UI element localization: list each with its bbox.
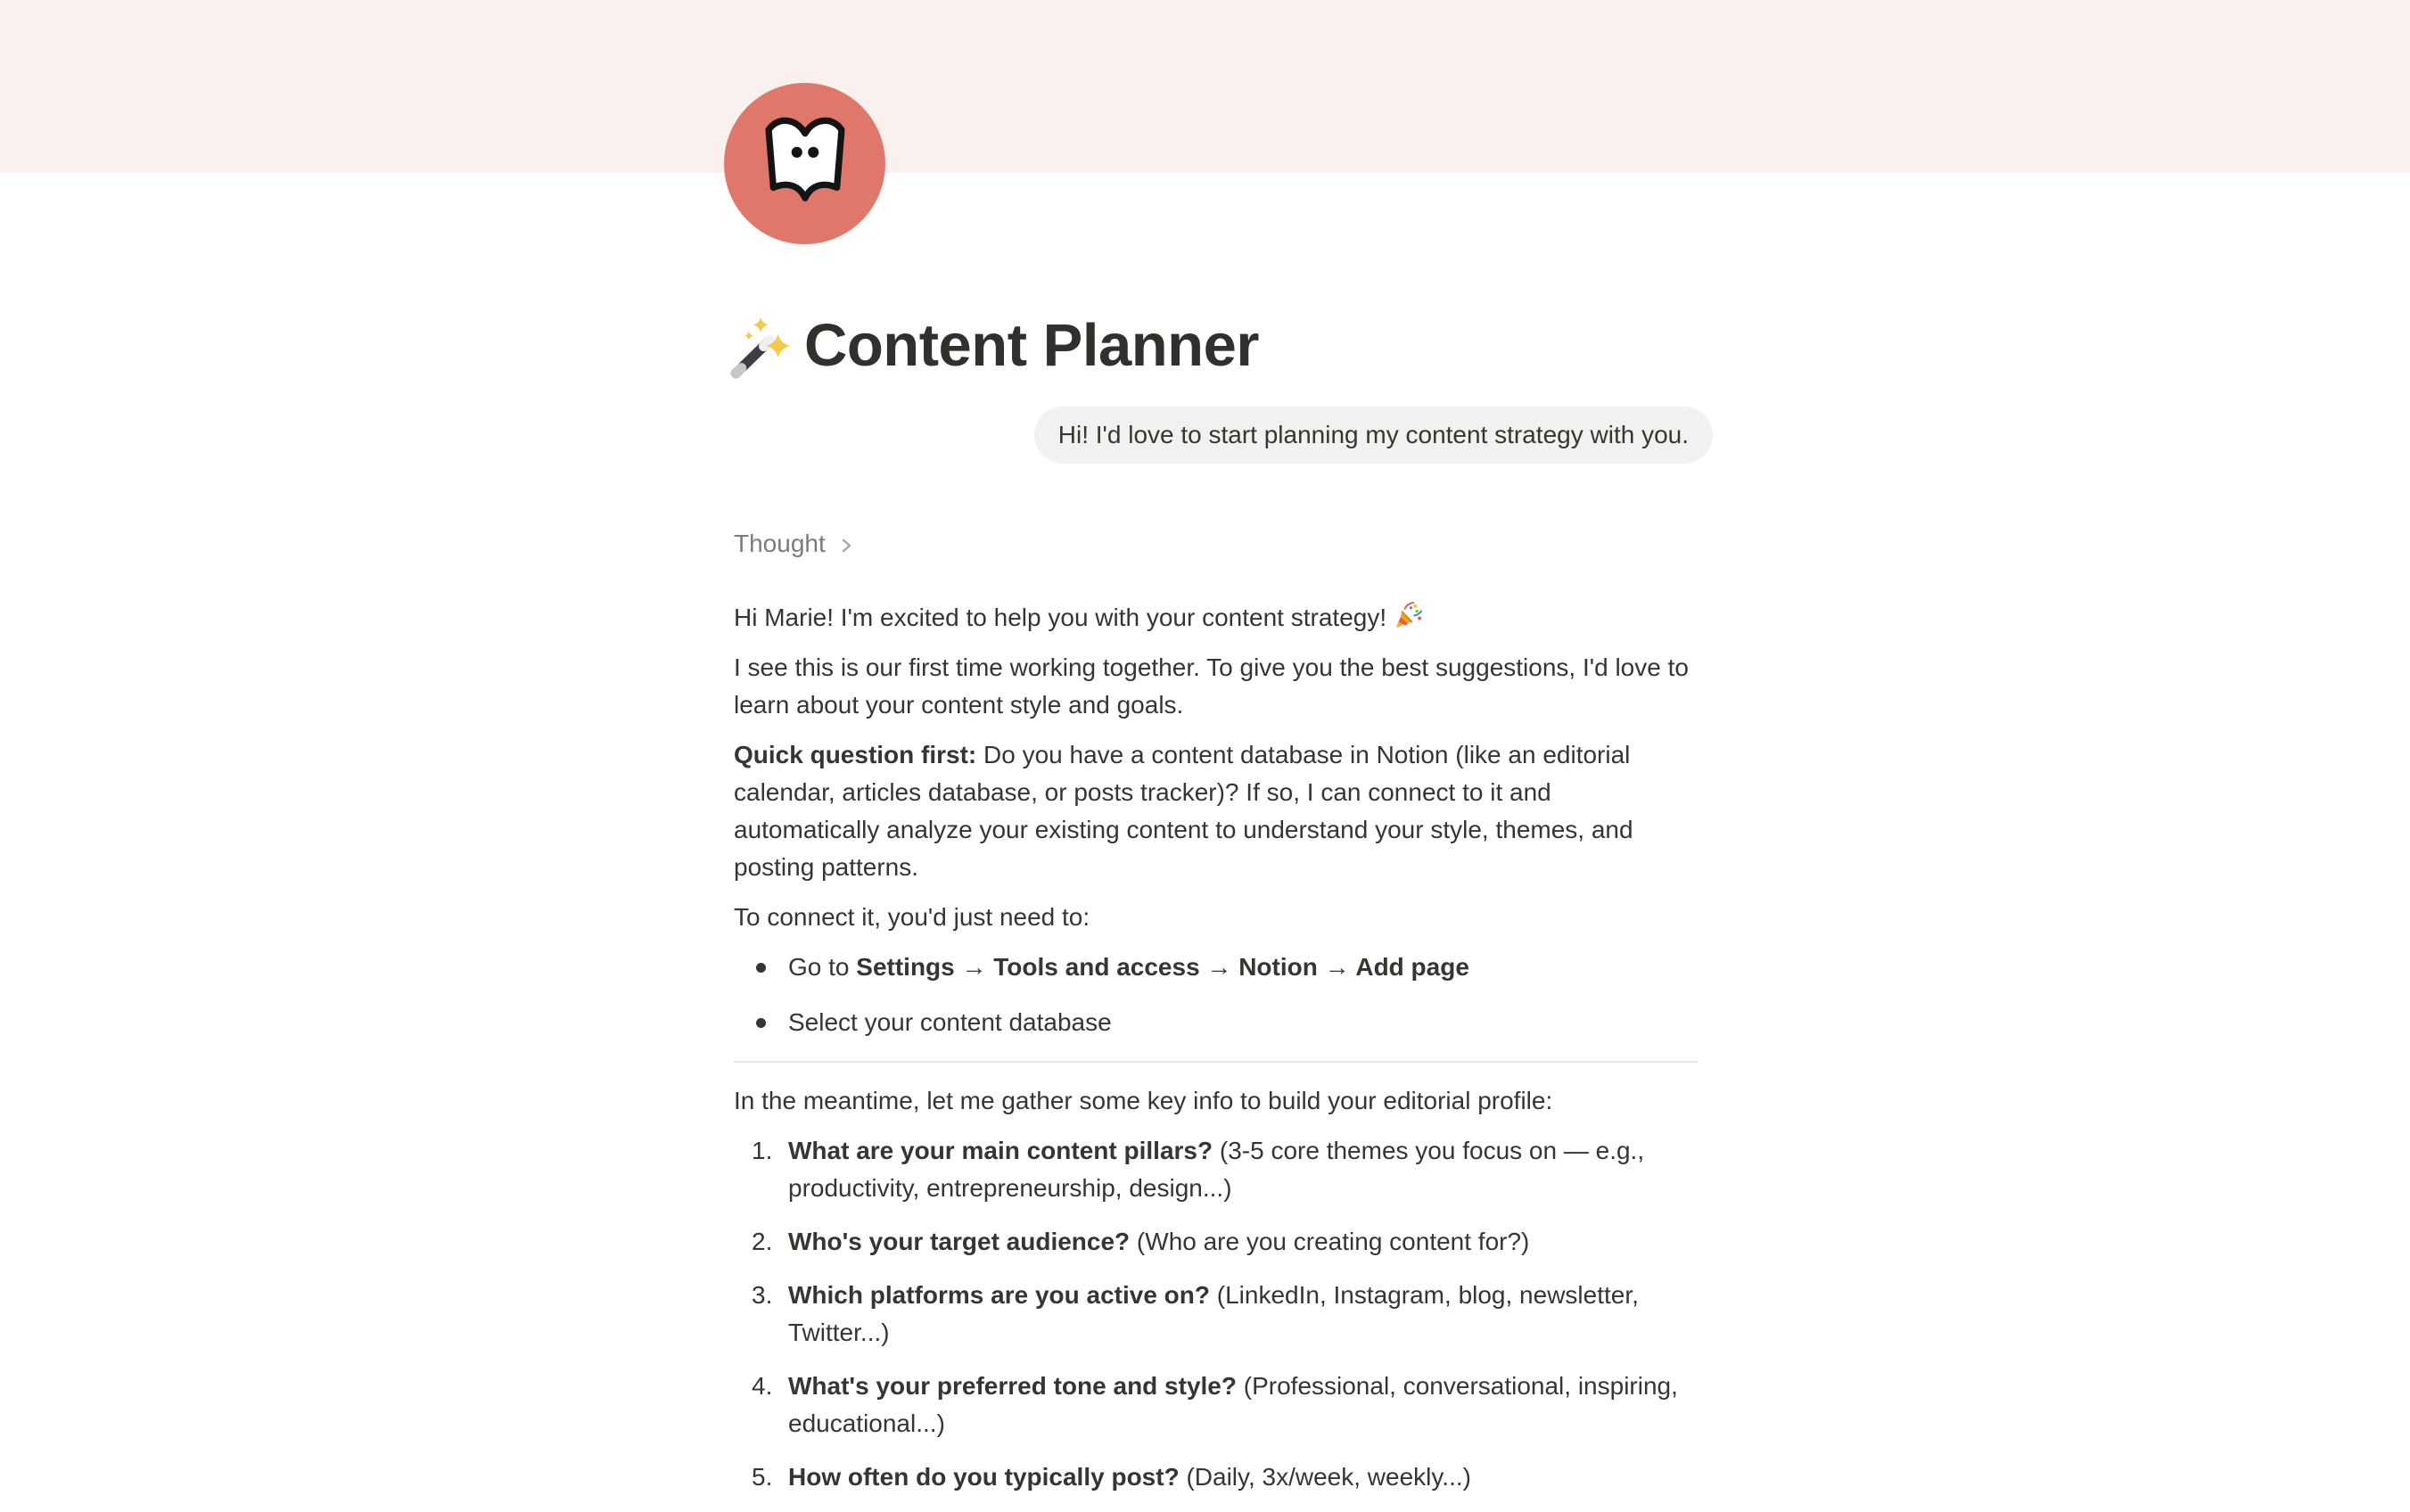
assistant-paragraph-question: Quick question first: Do you have a content database in Notion (like an editorial calendar, articles database, or posts tracker)? If so, I can connect to it and automatically analyze your existing content to understand your style, themes, and posting patterns. — [734, 741, 1633, 881]
list-item: Go to Settings → Tools and access → Notion → Add page — [734, 949, 1698, 986]
page-cover — [0, 0, 2410, 173]
user-message-text: Hi! I'd love to start planning my content strategy with you. — [1057, 421, 1689, 448]
bullet-icon — [756, 1018, 766, 1028]
assistant-paragraph-connect: To connect it, you'd just need to: — [734, 903, 1090, 931]
user-message-bubble — [1034, 407, 1713, 464]
page-title-row — [722, 309, 1259, 382]
assistant-greeting: Hi Marie! I'm excited to help you with your content strategy! — [734, 599, 1698, 637]
page-title[interactable]: Content Planner — [804, 312, 1259, 379]
list-item: 2. Who's your target audience? (Who are you creating content for?) — [734, 1223, 1698, 1261]
thought-label: Thought — [734, 530, 826, 557]
list-number: 1. — [752, 1137, 773, 1164]
list-item: Select your content database — [734, 1004, 1698, 1041]
list-item: 1. What are your main content pillars? (3-5 core themes you focus on — e.g., productivity, entrepreneurship, design...) — [734, 1132, 1698, 1207]
list-number: 4. — [752, 1372, 773, 1400]
assistant-response — [734, 599, 1698, 1512]
list-item: 3. Which platforms are you active on? (LinkedIn, Instagram, blog, newsletter, Twitter...) — [734, 1277, 1698, 1352]
magic-wand-icon — [722, 313, 792, 382]
thought-toggle[interactable] — [734, 530, 855, 558]
list-item: 4. What's your preferred tone and style? (Professional, conversational, inspiring, educational...) — [734, 1368, 1698, 1442]
list-number: 2. — [752, 1228, 773, 1255]
bulleted-list — [734, 949, 1698, 1041]
party-popper-emoji — [1394, 601, 1423, 630]
open-book-icon — [746, 110, 864, 218]
chevron-right-icon — [837, 537, 855, 555]
bullet-icon — [756, 963, 766, 973]
list-number: 5. — [752, 1463, 773, 1491]
list-item: 5. How often do you typically post? (Daily, 3x/week, weekly...) — [734, 1459, 1698, 1496]
user-message-row — [734, 407, 1713, 464]
numbered-list — [734, 1132, 1698, 1496]
list-number: 3. — [752, 1281, 773, 1309]
assistant-paragraph-intro: I see this is our first time working together. To give you the best suggestions, I'd love to learn about your content style and goals. — [734, 653, 1689, 719]
page-icon[interactable] — [724, 83, 885, 244]
divider — [734, 1061, 1698, 1063]
assistant-paragraph-meantime: In the meantime, let me gather some key info to build your editorial profile: — [734, 1087, 1553, 1114]
